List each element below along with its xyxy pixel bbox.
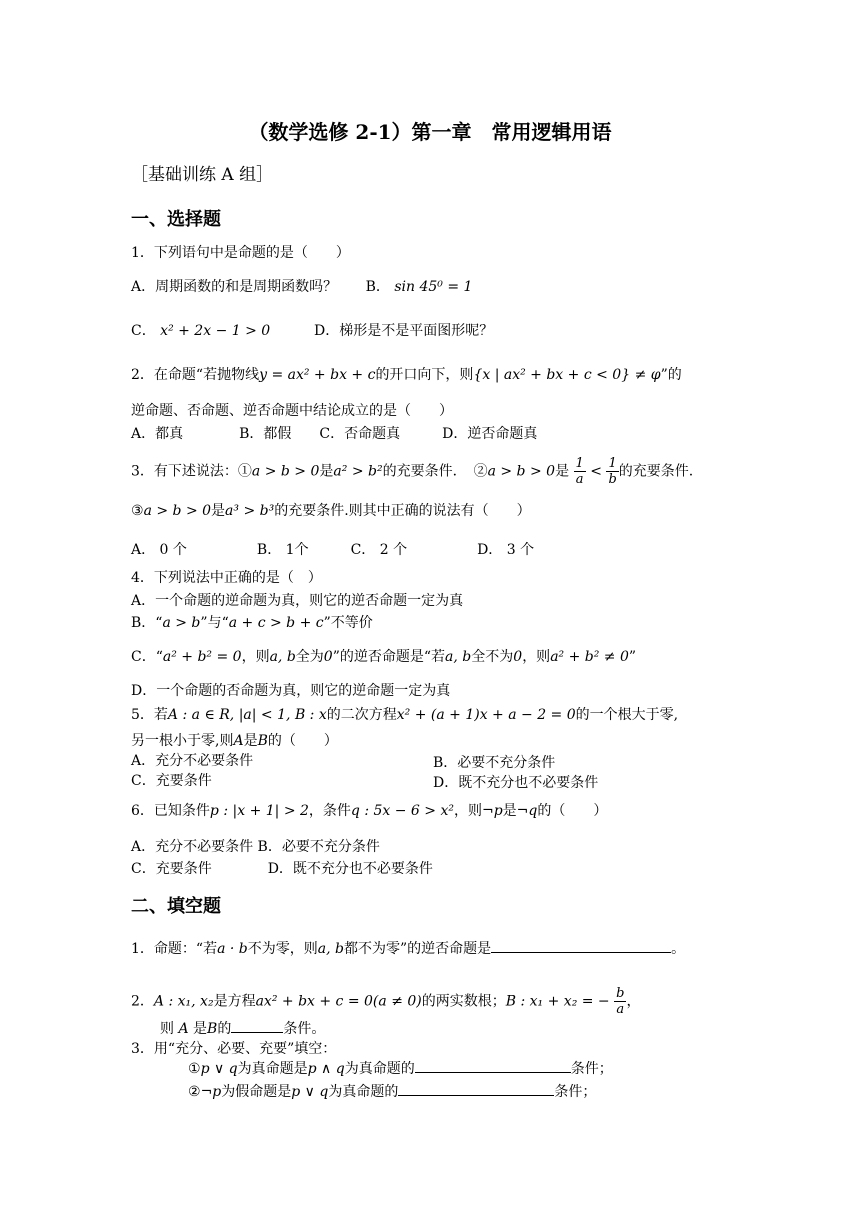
q4-text: B．“ [131, 615, 163, 631]
q6-options-ab: A．充分不必要条件 B．必要不充分条件 [131, 839, 380, 855]
f1-stem [131, 940, 685, 958]
q6-math: ¬q [516, 803, 538, 819]
q4-math: a, b [445, 649, 472, 665]
q4-text: ，则 [522, 649, 551, 665]
f3-text: 为假命题是 [221, 1084, 292, 1100]
q3-math: a > b > 0 [487, 463, 556, 480]
f3-text: ② [188, 1084, 201, 1100]
q1-option-c-math: x² + 2x − 1 > 0 [160, 323, 271, 339]
f2-text: 的两实数根； [421, 993, 506, 1010]
section-heading-fill: 二、填空题 [131, 896, 221, 917]
q3-options: A． 0 个 B． 1个 C． 2 个 D． 3 个 [131, 542, 535, 558]
f3-item-1 [188, 1060, 613, 1078]
f2-math: A [178, 1021, 189, 1037]
q6-math: ¬p [481, 803, 503, 819]
q5-math: B : x [294, 707, 327, 723]
f3-text: ① [188, 1061, 201, 1077]
q5-text: 的一个根大于零, [575, 707, 679, 723]
q6-stem [131, 802, 607, 820]
q4-text: 全不为 [471, 649, 514, 665]
q6-text: 的（ ） [537, 803, 608, 819]
q5-option-a: A．充分不必要条件 [131, 753, 254, 769]
q5-math: B [257, 733, 268, 749]
q1-options-ab [131, 278, 472, 296]
f2-text: 的 [217, 1021, 232, 1037]
q3-text: 是 [211, 503, 226, 519]
q3-math: a² > b² [333, 463, 383, 480]
q1-option-b-math: sin 45⁰ = 1 [394, 279, 473, 295]
q4-text: C．“ [131, 649, 163, 665]
q3-math: a > b > 0 [143, 503, 212, 519]
q5-option-c: C．充要条件 [131, 773, 212, 789]
q4-option-d: D．一个命题的否命题为真，则它的逆命题一定为真 [131, 683, 451, 699]
f3-stem: 3．用“充分、必要、充要”填空： [131, 1041, 337, 1057]
fraction-numerator: b [616, 986, 625, 1001]
q1-option-b: B． [365, 279, 390, 295]
q4-math: a + c > b + c [228, 615, 324, 631]
f1-text: 1．命题：“若 [131, 941, 218, 957]
f3-answer-blank-1[interactable] [415, 1072, 571, 1073]
q4-text: ” [628, 649, 637, 665]
q3-text: 3．有下述说法：① [131, 463, 252, 480]
f1-math: a, b [317, 941, 344, 957]
q2-text-mid: 的开口向下，则 [375, 367, 474, 383]
q1-stem: 1．下列语句中是命题的是（ ） [131, 245, 350, 261]
q6-text: ，条件 [308, 803, 351, 819]
q6-math: q : 5x − 6 > x² [350, 803, 454, 819]
q3-text: 的充要条件． ② [382, 463, 488, 480]
q3-stem-line1 [131, 456, 693, 487]
f1-text: 不为零，则 [247, 941, 318, 957]
q5-stem-line2 [131, 732, 338, 750]
q5-math: A : a ∈ R, |a| < 1, [167, 707, 291, 723]
f2-fraction-b-over-a [614, 986, 626, 1017]
f2-math: A : x₁, x₂ [153, 993, 214, 1010]
q6-text: 6．已知条件 [131, 803, 210, 819]
page-title: （数学选修 2-1）第一章 常用逻辑用语 [248, 120, 612, 144]
q4-text: ”与“ [200, 615, 229, 631]
q2-math-set: {x | ax² + bx + c < 0} ≠ φ [473, 367, 661, 383]
q1-option-c: C． [131, 323, 156, 339]
q4-math: a² + b² ≠ 0 [550, 649, 629, 665]
fraction-denominator: a [575, 472, 584, 487]
q3-text: ③ [131, 503, 144, 519]
q4-stem: 4．下列说法中正确的是（ ） [131, 570, 322, 586]
f3-math: p ∨ q [291, 1084, 329, 1100]
q3-text: 的充要条件.则其中正确的说法有（ ） [274, 503, 531, 519]
q4-math: a, b [269, 649, 296, 665]
q5-text: 的二次方程 [326, 707, 397, 723]
q3-fraction-1-over-a [574, 456, 586, 487]
f1-text: 。 [671, 941, 686, 957]
group-label: ［基础训练 A 组］ [131, 165, 274, 185]
q4-option-a: A．一个命题的逆命题为真，则它的逆否命题一定为真 [131, 593, 464, 609]
q1-option-d: D．梯形是不是平面图形呢？ [314, 323, 494, 339]
q5-math: x² + (a + 1)x + a − 2 = 0 [396, 707, 576, 723]
f3-math: p ∨ q [200, 1061, 238, 1077]
q4-text: ”不等价 [323, 615, 373, 631]
q6-options-cd: C．充要条件 D．既不充分也不必要条件 [131, 861, 433, 877]
f3-text: 条件； [554, 1084, 597, 1100]
q5-text: 的（ ） [267, 733, 338, 749]
q4-text: ，则 [241, 649, 270, 665]
q6-math: p : |x + 1| > 2 [209, 803, 309, 819]
q3-math: a > b > 0 [251, 463, 320, 480]
q4-text: 全为 [295, 649, 324, 665]
q3-fraction-1-over-b [606, 456, 618, 487]
q3-math: < [590, 463, 602, 480]
q4-text: ”的逆否命题是“若 [332, 649, 446, 665]
f3-text: 为真命题的 [344, 1061, 415, 1077]
f2-text: 2． [131, 993, 154, 1010]
q4-option-b [131, 614, 373, 632]
q2-stem-line2: 逆命题、否命题、逆否命题中结论成立的是（ ） [131, 403, 453, 419]
f2-math: ax² + bx + c = 0(a ≠ 0) [255, 993, 422, 1010]
f1-text: 都不为零”的逆否命题是 [343, 941, 492, 957]
f2-math: B [207, 1021, 218, 1037]
f2-stem-line2 [160, 1020, 325, 1038]
f2-answer-blank[interactable] [231, 1032, 283, 1033]
fraction-numerator: 1 [606, 456, 618, 472]
f2-text: 条件。 [283, 1021, 326, 1037]
f3-text: 为真命题的 [328, 1084, 399, 1100]
q4-math: a > b [162, 615, 201, 631]
f2-text: ， [626, 993, 641, 1010]
f3-text: 条件； [570, 1061, 613, 1077]
q5-option-b: B．必要不充分条件 [433, 755, 556, 771]
q2-text: 2．在命题“若抛物线 [131, 367, 260, 383]
f3-text: 为真命题是 [237, 1061, 308, 1077]
q5-text: 5．若 [131, 707, 168, 723]
q6-text: 是 [502, 803, 517, 819]
f3-math: ¬p [200, 1084, 222, 1100]
fraction-denominator: b [608, 472, 617, 487]
fraction-numerator: 1 [575, 456, 584, 471]
section-heading-choice: 一、选择题 [131, 209, 221, 230]
q3-stem-line2 [131, 502, 531, 520]
q3-text: 的充要条件. [618, 463, 694, 480]
f2-text: 是 [193, 1021, 208, 1037]
q3-math: a³ > b³ [225, 503, 275, 519]
f2-text: 是方程 [213, 993, 256, 1010]
q4-option-c [131, 648, 636, 666]
f1-answer-blank[interactable] [491, 952, 671, 953]
q2-options: A．都真 B．都假 C．否命题真 D．逆否命题真 [131, 426, 538, 442]
f1-math: a · b [217, 941, 248, 957]
q6-text: ，则 [453, 803, 482, 819]
fraction-denominator: a [616, 1002, 625, 1017]
q2-stem-line1 [131, 366, 682, 384]
q1-options-cd [131, 322, 494, 340]
q4-math: 0 [323, 649, 333, 665]
f2-math: B : x₁ + x₂ = − [505, 993, 610, 1010]
f3-answer-blank-2[interactable] [398, 1095, 554, 1096]
q1-option-a: A．周期函数的和是周期函数吗？ [131, 279, 338, 295]
f3-math: p ∧ q [307, 1061, 345, 1077]
q3-text: 是 [555, 463, 570, 480]
q5-text: 是 [243, 733, 258, 749]
q2-math-parabola: y = ax² + bx + c [259, 367, 376, 383]
f3-item-2 [188, 1083, 596, 1101]
q5-math: A [233, 733, 244, 749]
q4-math: a² + b² = 0 [162, 649, 242, 665]
q4-math: 0 [513, 649, 523, 665]
q3-text: 是 [319, 463, 334, 480]
q2-text-end: ”的 [660, 367, 682, 383]
f2-stem-line1 [131, 986, 640, 1017]
q5-text: 另一根小于零,则 [131, 733, 234, 749]
f2-text: 则 [160, 1021, 174, 1037]
q5-stem-line1 [131, 706, 678, 724]
q5-option-d: D．既不充分也不必要条件 [433, 775, 599, 791]
